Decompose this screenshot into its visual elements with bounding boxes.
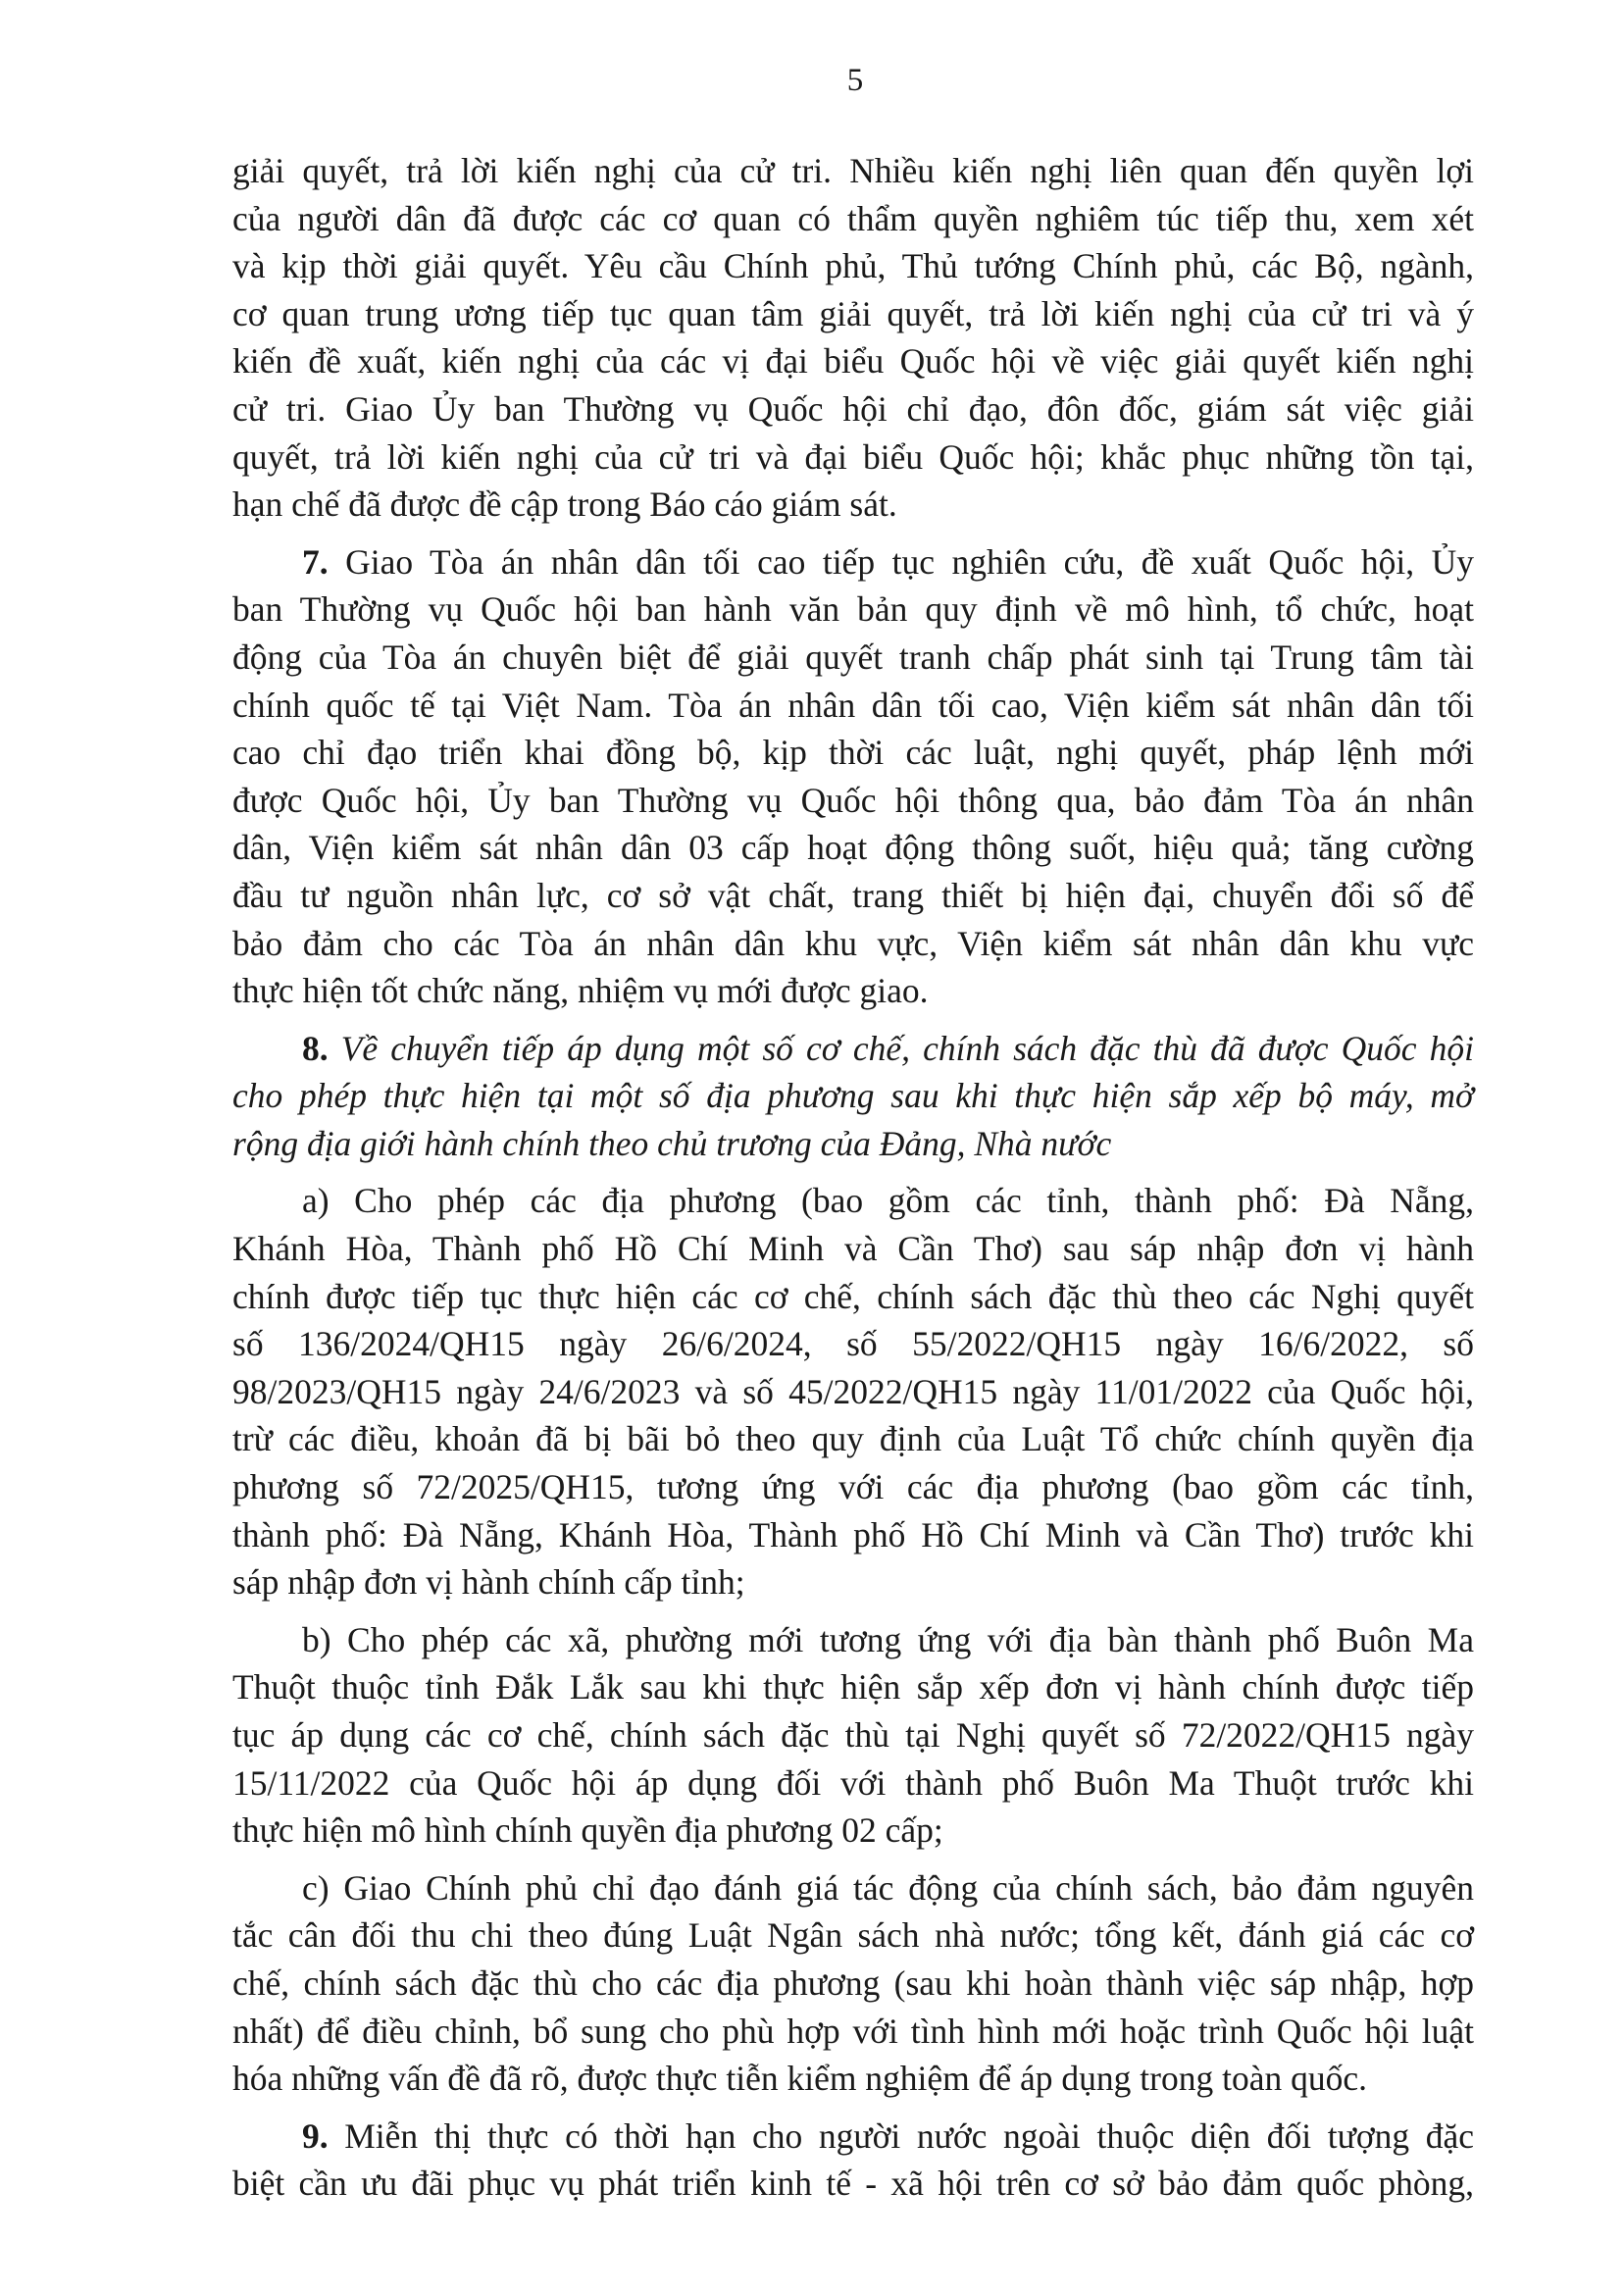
text-line: thực hiện mô hình chính quyền địa phương 02 cấp;: [232, 1810, 943, 1851]
item-text: Giao Tòa án nhân dân tối cao tiếp tục nghiên cứu, đề xuất Quốc hội, Ủy: [328, 541, 1474, 582]
page-number: 5: [846, 63, 864, 98]
text-line: 98/2023/QH15 ngày 24/6/2023 và số 45/2022/QH15 ngày 11/01/2022 của Quốc hội,: [232, 1371, 1474, 1411]
text-line: dân, Viện kiểm sát nhân dân 03 cấp hoạt động thông suốt, hiệu quả; tăng cường: [232, 828, 1474, 868]
text-line: tục áp dụng các cơ chế, chính sách đặc thù tại Nghị quyết số 72/2022/QH15 ngày: [232, 1715, 1474, 1755]
text-line: chế, chính sách đặc thù cho các địa phương (sau khi hoàn thành việc sáp nhập, hợp: [232, 1962, 1474, 2003]
document-body: [232, 147, 1474, 2217]
text-line: hóa những vấn đề đã rõ, được thực tiễn kiểm nghiệm để áp dụng trong toàn quốc.: [232, 2059, 1367, 2099]
text-line: trừ các điều, khoản đã bị bãi bỏ theo quy định của Luật Tổ chức chính quyền địa: [232, 1419, 1474, 1459]
text-line: kiến đề xuất, kiến nghị của các vị đại biểu Quốc hội về việc giải quyết kiến nghị: [232, 341, 1474, 382]
text-line: thành phố: Đà Nẵng, Khánh Hòa, Thành phố Hồ Chí Minh và Cần Thơ) trước khi: [232, 1514, 1474, 1554]
text-line: động của Tòa án chuyên biệt để giải quyết tranh chấp phát sinh tại Trung tâm tài: [232, 637, 1474, 677]
paragraph-subitem-a: [232, 1177, 1474, 1605]
text-line: [232, 538, 1474, 586]
item-number: 8.: [302, 1028, 329, 1068]
text-line: Thuột thuộc tỉnh Đắk Lắk sau khi thực hiện sắp xếp đơn vị hành chính được tiếp: [232, 1667, 1474, 1707]
paragraph-item-7: [232, 538, 1474, 1015]
text-line: cử tri. Giao Ủy ban Thường vụ Quốc hội chỉ đạo, đôn đốc, giám sát việc giải: [232, 388, 1474, 429]
text-line: c) Giao Chính phủ chỉ đạo đánh giá tác động của chính sách, bảo đảm nguyên: [302, 1867, 1474, 1908]
text-line: Khánh Hòa, Thành phố Hồ Chí Minh và Cần Thơ) sau sáp nhập đơn vị hành: [232, 1229, 1474, 1269]
text-line: 15/11/2022 của Quốc hội áp dụng đối với thành phố Buôn Ma Thuột trước khi: [232, 1762, 1474, 1803]
text-line: thực hiện tốt chức năng, nhiệm vụ mới được giao.: [232, 971, 929, 1011]
text-line: chính quốc tế tại Việt Nam. Tòa án nhân dân tối cao, Viện kiểm sát nhân dân tối: [232, 685, 1474, 725]
item-text: Về chuyển tiếp áp dụng một số cơ chế, chính sách đặc thù đã được Quốc hội: [328, 1028, 1474, 1068]
paragraph-subitem-b: [232, 1616, 1474, 1855]
text-line: a) Cho phép các địa phương (bao gồm các tỉnh, thành phố: Đà Nẵng,: [302, 1181, 1474, 1221]
paragraph-item-9: [232, 2113, 1474, 2208]
text-line: rộng địa giới hành chính theo chủ trương của Đảng, Nhà nước: [232, 1123, 1112, 1163]
item-number: 9.: [302, 2115, 329, 2156]
text-line: biệt cần ưu đãi phục vụ phát triển kinh tế - xã hội trên cơ sở bảo đảm quốc phòng,: [232, 2164, 1474, 2204]
text-line: đầu tư nguồn nhân lực, cơ sở vật chất, trang thiết bị hiện đại, chuyển đổi số để: [232, 875, 1474, 915]
text-line: tắc cân đối thu chi theo đúng Luật Ngân sách nhà nước; tổng kết, đánh giá các cơ: [232, 1915, 1474, 1956]
text-line: ban Thường vụ Quốc hội ban hành văn bản quy định về mô hình, tổ chức, hoạt: [232, 589, 1474, 630]
text-line: [232, 2113, 1474, 2161]
text-line: bảo đảm cho các Tòa án nhân dân khu vực, Viện kiểm sát nhân dân khu vực: [232, 923, 1474, 963]
text-line: sáp nhập đơn vị hành chính cấp tỉnh;: [232, 1562, 745, 1603]
text-line: số 136/2024/QH15 ngày 26/6/2024, số 55/2022/QH15 ngày 16/6/2022, số: [232, 1324, 1474, 1364]
text-line: hạn chế đã được đề cập trong Báo cáo giám sát.: [232, 484, 897, 525]
text-line: của người dân đã được các cơ quan có thẩm quyền nghiêm túc tiếp thu, xem xét: [232, 198, 1474, 238]
text-line: quyết, trả lời kiến nghị của cử tri và đại biểu Quốc hội; khắc phục những tồn tại,: [232, 436, 1474, 477]
item-number: 7.: [302, 541, 329, 582]
text-line: cao chỉ đạo triển khai đồng bộ, kịp thời các luật, nghị quyết, pháp lệnh mới: [232, 733, 1474, 773]
paragraph-subitem-c: [232, 1864, 1474, 2103]
text-line: b) Cho phép các xã, phường mới tương ứng với địa bàn thành phố Buôn Ma: [302, 1619, 1474, 1659]
text-line: cơ quan trung ương tiếp tục quan tâm giải quyết, trả lời kiến nghị của cử tri và ý: [232, 293, 1474, 333]
paragraph-continuation: [232, 147, 1474, 529]
text-line: và kịp thời giải quyết. Yêu cầu Chính phủ, Thủ tướng Chính phủ, các Bộ, ngành,: [232, 246, 1474, 286]
text-line: cho phép thực hiện tại một số địa phương sau khi thực hiện sắp xếp bộ máy, mở: [232, 1076, 1474, 1116]
text-line: [232, 1025, 1474, 1073]
text-line: chính được tiếp tục thực hiện các cơ chế, chính sách đặc thù theo các Nghị quyết: [232, 1276, 1474, 1316]
text-line: nhất) để điều chỉnh, bổ sung cho phù hợp với tình hình mới hoặc trình Quốc hội luật: [232, 2011, 1474, 2051]
item-text: Miễn thị thực có thời hạn cho người nước ngoài thuộc diện đối tượng đặc: [328, 2115, 1474, 2156]
text-line: giải quyết, trả lời kiến nghị của cử tri. Nhiều kiến nghị liên quan đến quyền lợi: [232, 151, 1474, 190]
paragraph-item-8: [232, 1025, 1474, 1168]
text-line: phương số 72/2025/QH15, tương ứng với các địa phương (bao gồm các tỉnh,: [232, 1467, 1474, 1507]
text-line: được Quốc hội, Ủy ban Thường vụ Quốc hội thông qua, bảo đảm Tòa án nhân: [232, 780, 1474, 820]
